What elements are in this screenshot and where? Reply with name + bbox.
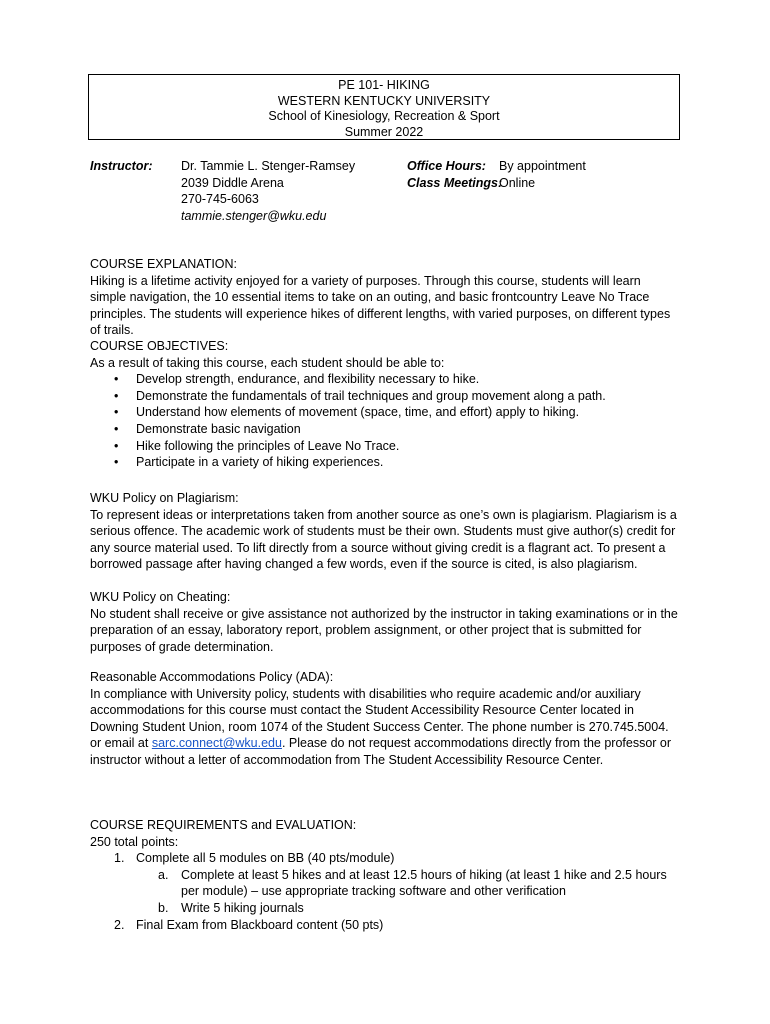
instructor-phone: 270-745-6063 — [181, 192, 259, 206]
course-title: PE 101- HIKING — [338, 78, 430, 92]
requirements-section — [90, 817, 680, 933]
requirement-text: Complete all 5 modules on BB (40 pts/module) — [136, 851, 395, 866]
subrequirement-letter: a. — [158, 867, 169, 882]
university-name: WESTERN KENTUCKY UNIVERSITY — [277, 93, 491, 108]
list-item: • Understand how elements of movement (space, time, and effort) apply to hiking. — [90, 404, 680, 421]
requirement-text: Final Exam from Blackboard content (50 pts) — [136, 917, 384, 932]
sarc-email-link[interactable]: sarc.connect@wku.edu — [151, 736, 282, 751]
list-item — [90, 867, 680, 900]
cheating-heading: WKU Policy on Cheating: — [90, 590, 231, 604]
subrequirement-text: Complete at least 5 hikes and at least 12.5 hours of hiking (at least 1 hike and 2.5 hours per module) – use appropriate tracking software and other verification — [181, 867, 667, 899]
course-explanation-text: Hiking is a lifetime activity enjoyed for a variety of purposes. Through this course, students will learn simple navigation, the 10 essential items to take on an outing, and basic frontcountry Leave No Trace principles. The students will experience hikes of different lengths, with varied purposes, on different types of trails. — [90, 273, 671, 338]
list-item — [90, 917, 680, 934]
class-meetings-value: Online — [499, 175, 536, 190]
instructor-office: 2039 Diddle Arena — [181, 175, 284, 190]
instructor-name: Dr. Tammie L. Stenger-Ramsey — [181, 159, 356, 173]
term: Summer 2022 — [344, 124, 424, 139]
ada-text-after: . Please do not request accommodations directly from the professor or instructor without a letter of accommodation from The Student Accessibility Resource Center. — [90, 736, 672, 767]
list-item: • Hike following the principles of Leave No Trace. — [90, 438, 680, 455]
ada-text — [90, 686, 680, 769]
course-header-box — [88, 74, 680, 140]
course-objectives-heading: COURSE OBJECTIVES: — [90, 339, 229, 353]
course-explanation-heading: COURSE EXPLANATION: — [90, 257, 238, 271]
office-hours-label: Office Hours: — [407, 159, 486, 173]
course-objectives-section — [90, 338, 680, 471]
ada-section — [90, 669, 680, 769]
office-hours-value: By appointment — [499, 159, 586, 173]
subrequirement-text: Write 5 hiking journals — [181, 900, 304, 915]
schedule-values — [499, 158, 586, 191]
objectives-list — [90, 371, 680, 471]
course-objectives-intro: As a result of taking this course, each student should be able to: — [90, 355, 445, 370]
ada-text-before: In compliance with University policy, students with disabilities who require academic and/or auxiliary accommodations for this course must contact the Student Accessibility Resource Center located in Downing Student Union, room 1074 of the Student Success Center. The phone number is 270.745.5004. or email at — [90, 686, 669, 751]
list-item: • Demonstrate the fundamentals of trail techniques and group movement along a path. — [90, 388, 680, 405]
instructor-email: tammie.stenger@wku.edu — [181, 208, 327, 223]
list-item: • Participate in a variety of hiking experiences. — [90, 454, 680, 471]
requirement-number: 2. — [114, 917, 125, 932]
instructor-label: Instructor: — [90, 159, 153, 173]
schedule-labels — [407, 158, 502, 191]
cheating-text: No student shall receive or give assistance not authorized by the instructor in taking examinations or in the preparation of an essay, laboratory report, problem assignment, or other project that is submitted for purposes of grade determination. — [90, 606, 678, 654]
subrequirement-letter: b. — [158, 900, 169, 915]
list-item: • Develop strength, endurance, and flexibility necessary to hike. — [90, 371, 680, 388]
requirements-heading: COURSE REQUIREMENTS and EVALUATION: — [90, 818, 357, 832]
class-meetings-label: Class Meetings: — [407, 175, 503, 190]
list-item — [90, 850, 680, 867]
course-explanation-section — [90, 256, 680, 339]
plagiarism-section — [90, 490, 680, 573]
requirement-number: 1. — [114, 851, 125, 866]
school-name: School of Kinesiology, Recreation & Sport — [268, 109, 500, 123]
cheating-section — [90, 589, 680, 655]
ada-heading: Reasonable Accommodations Policy (ADA): — [90, 670, 334, 684]
list-item: • Demonstrate basic navigation — [90, 421, 680, 438]
plagiarism-heading: WKU Policy on Plagiarism: — [90, 491, 239, 505]
plagiarism-text: To represent ideas or interpretations taken from another source as one’s own is plagiarism. Plagiarism is a serious offence. The academic work of students must be their own. Students must give author(s) credit for any source material used. To lift directly from a source without giving credit is a flagrant act. To present a borrowed passage after having changed a few words, even if the source is cited, is also plagiarism. — [90, 507, 677, 572]
instructor-details — [181, 158, 355, 224]
requirements-total: 250 total points: — [90, 834, 179, 849]
list-item — [90, 900, 680, 917]
